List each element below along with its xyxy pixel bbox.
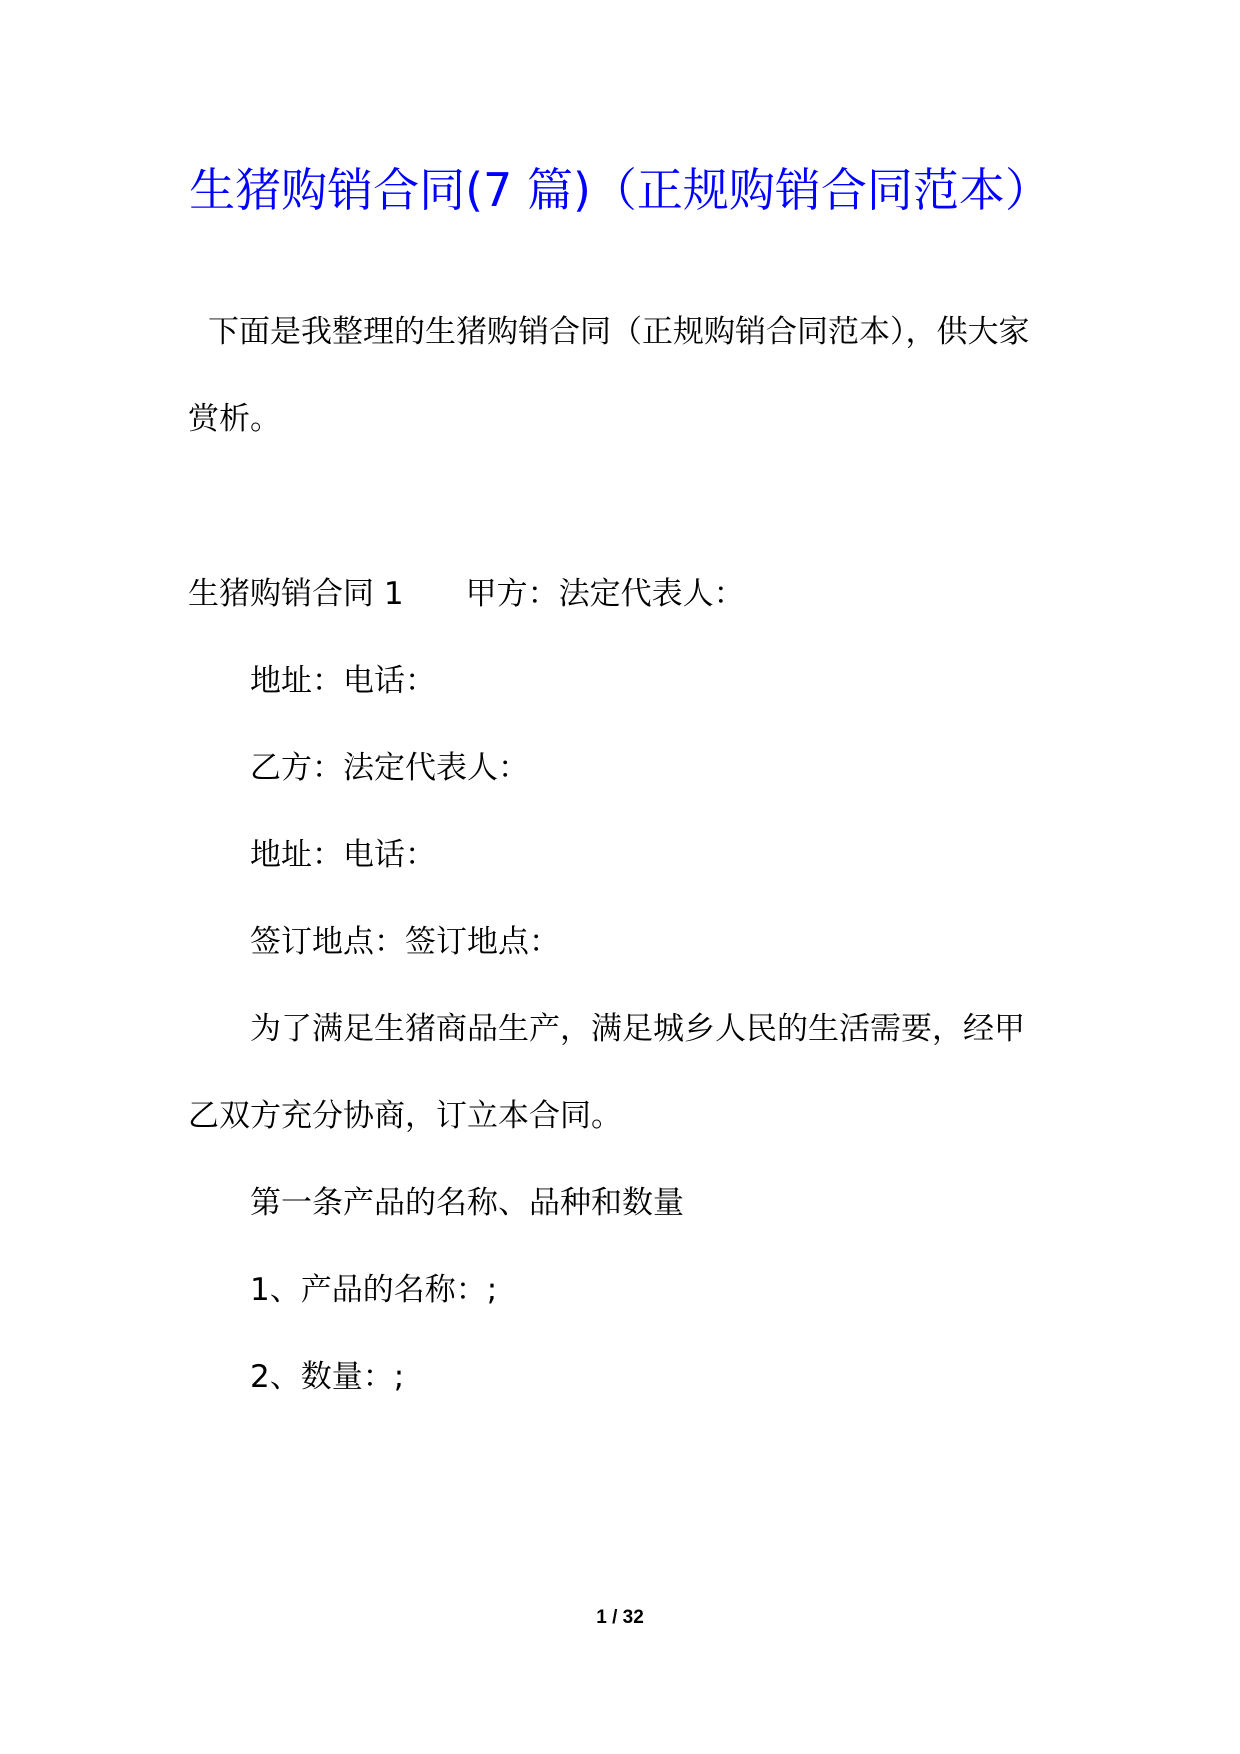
purpose-line-2: 乙双方充分协商，订立本合同。 — [188, 1098, 622, 1134]
document-title: 生猪购销合同(7 篇)（正规购销合同范本） — [189, 163, 1051, 217]
article-1-item-1: 1、产品的名称：; — [250, 1272, 498, 1308]
party-b-address: 地址：电话： — [250, 837, 436, 873]
purpose-line-1: 为了满足生猪商品生产，满足城乡人民的生活需要，经甲 — [250, 1011, 1025, 1047]
section-heading-row — [188, 572, 745, 616]
article-1-heading: 第一条产品的名称、品种和数量 — [250, 1185, 684, 1221]
signing-place: 签订地点：签订地点： — [250, 924, 560, 960]
section-heading: 生猪购销合同 1 — [188, 576, 404, 612]
article-1-item-2: 2、数量：; — [250, 1359, 405, 1395]
party-a-label: 甲方：法定代表人： — [465, 576, 745, 612]
party-a-address: 地址：电话： — [250, 663, 436, 699]
intro-line-2: 赏析。 — [188, 401, 281, 437]
intro-line-1: 下面是我整理的生猪购销合同（正规购销合同范本），供大家 — [208, 314, 1030, 350]
page-number: 1 / 32 — [596, 1607, 644, 1628]
party-b-label: 乙方：法定代表人： — [250, 750, 529, 786]
